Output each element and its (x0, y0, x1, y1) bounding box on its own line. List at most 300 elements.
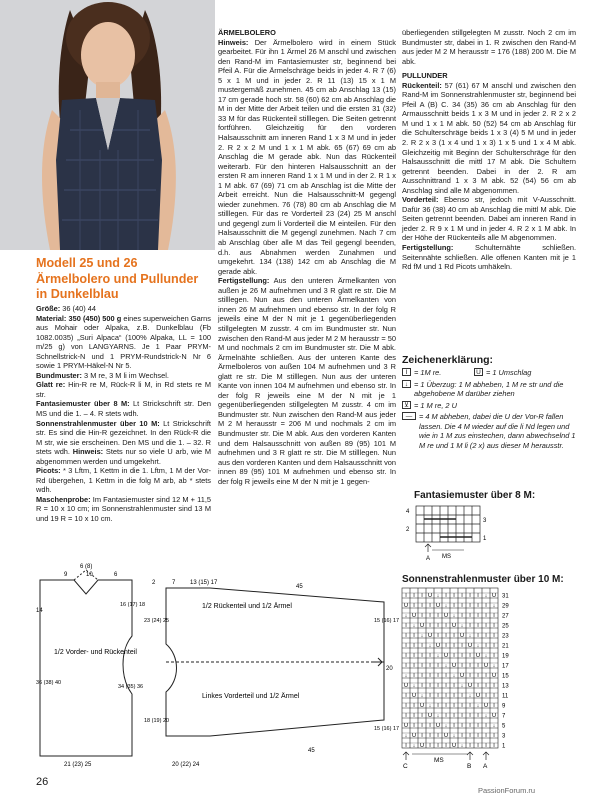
stitch-symbol: I (421, 603, 423, 609)
stitch-symbol: I (421, 653, 423, 659)
sunray-row-label: 25 (502, 623, 509, 630)
stitch-symbol: U (419, 623, 425, 629)
stitch-symbol: I (469, 703, 471, 709)
stitch-symbol: U (403, 723, 409, 729)
fantasy-row-label: 3 (483, 518, 487, 524)
stitch-symbol: U (411, 693, 417, 699)
pullunder-dim: 36 (38) 40 (36, 680, 62, 686)
sunray-row-label: 5 (502, 723, 506, 730)
stitch-symbol: ↓ (444, 663, 448, 669)
pullunder-heading: PULLUNDER (402, 71, 448, 81)
stitch-symbol: U (467, 643, 473, 649)
stitch-symbol: I (421, 733, 423, 739)
stitch-symbol: U (459, 673, 465, 679)
stitch-symbol: U (427, 633, 433, 639)
sunray-row-label: 17 (502, 663, 509, 670)
size-label: Größe: (36, 304, 61, 313)
bolero-note-text: Der Ärmelbolero wird in einem Stück gearbeitet. Für ihn 1 Ärmel 26 M anschl und zwischen den Rand-M im Fantasiemuster str, beginnend bei Pfeil A. Für die Ärmelschräge beids in jeder 4. R 7 (6) 5 x 1 M und in jeder 2. R 11 (13) 15 x 1 M mustergemäß zunehmen. 45 cm ab Anschlag 13 (15) 17 cm gerade hoch str. 58 (60) 62 cm ab Anschlag die M in der Mitte der Arbeit teilen und die ersten 31 (32) 33 M für das Rückenteil stilllegen. Die Seiten getrennt fortführen. Gleichzeitig für den vorderen Halsausschnitt am inneren Rand 1 x 3 M und in jeder 2. R 2 x 2 M und 1 x 1 M abk. 65 (67) 69 cm ab Anschlag die M gerade abk. Nun das Rückenteil weiterarb. Für den hinteren Halsausschnitt an der ersten R am inneren Rand 1 x 1 M und in der 2. R 1 x 1 M abk. 67 (69) 71 cm ab Anschlag ist die Mitte der Arbeit erreicht. Nun die Halsausschnitt-M gegengl wieder zunehmen. 76 (78) 80 cm ab Anschlag die M stilllegen. Für das re Vorderteil 23 (24) 25 M anschl und gegengl zum li Vorderteil die M einteilen. Für den Halsausschnitt die M gegengl zunehmen. Nach 7 cm ab Anschlag über alle M das Teil gegengl beenden, d.h. aus Abnahmen werden Zunahmen und umgekehrt. 134 (138) 142 cm ab Anschlag die M gerade abk. (218, 37, 396, 276)
stitch-symbol: I (485, 623, 487, 629)
stitch-symbol: I (445, 623, 447, 629)
stitch-symbol: U (435, 603, 441, 609)
sunray-chart (398, 584, 522, 770)
stitch-symbol: I (485, 673, 487, 679)
bolero-dim: 2 (152, 580, 156, 586)
stitch-symbol: U (483, 703, 489, 709)
sunray-pattern-label: Sonnenstrahlenmuster über 10 M: (36, 418, 160, 428)
stitch-symbol: I (437, 703, 439, 709)
page-number: 26 (36, 776, 49, 788)
stitch-symbol: I (405, 703, 407, 709)
stitch-symbol: I (453, 713, 455, 719)
stitch-symbol: I (485, 683, 487, 689)
bolero-dim: 23 (24) 25 (144, 618, 170, 624)
stitch-symbol: I (453, 643, 455, 649)
stitch-symbol: I (453, 703, 455, 709)
pullunder-dim: 34 (35) 36 (118, 684, 144, 690)
stitch-symbol: ↓ (476, 643, 480, 649)
stitch-symbol: I (493, 653, 495, 659)
stitch-symbol: I (437, 733, 439, 739)
stitch-symbol: I (469, 743, 471, 749)
stitch-symbol: I (405, 663, 407, 669)
stitch-symbol: I (445, 633, 447, 639)
pullunder-dim: 9 (64, 572, 68, 578)
stitch-symbol: I (469, 593, 471, 599)
stitch-symbol: I (477, 673, 479, 679)
bolero-schematic (166, 588, 384, 736)
bolero-dim: 15 (16) 17 (374, 726, 400, 732)
sunray-row-label: 29 (502, 603, 509, 610)
stitch-symbol: I (453, 633, 455, 639)
stitch-symbol: I (405, 713, 407, 719)
front-label: Vorderteil: (402, 195, 439, 205)
stitch-symbol: I (437, 663, 439, 669)
bolero-finishing-label: Fertigstellung: (218, 276, 270, 286)
gauge-text: Im Fantasiemuster sind 12 M + 11,5 R = 10 x 10 cm; im Sonnenstrahlenmuster sind 13 M und 19 R = 10 x 10 cm. (36, 494, 211, 524)
stitch-symbol: I (461, 663, 463, 669)
bolero-dim: 45 (296, 584, 303, 590)
stitch-symbol: U (459, 633, 465, 639)
stitch-symbol: U (451, 663, 457, 669)
stitch-symbol: I (485, 723, 487, 729)
pullunder-piece-label: 1/2 Vorder- und Rückenteil (54, 649, 137, 656)
stitch-symbol: I (461, 613, 463, 619)
legend-row (402, 412, 582, 450)
stockinette-text: Hin-R re M, Rück-R li M, in Rd stets re M str. (36, 380, 211, 399)
stitch-symbol: ↓ (476, 703, 480, 709)
garment-schematics (34, 560, 404, 770)
legend-text: = 1 Überzug: 1 M abheben, 1 M re str und die abgehobene M darüber ziehen (414, 379, 564, 398)
yarn-over-symbol-icon: U (474, 368, 483, 376)
stitch-symbol: I (405, 623, 407, 629)
stitch-symbol: ↓ (436, 593, 440, 599)
stitch-symbol: ↓ (460, 743, 464, 749)
stitch-symbol: U (403, 683, 409, 689)
picots-label: Picots: (36, 466, 61, 476)
stitch-symbol: I (445, 713, 447, 719)
legend (402, 368, 582, 452)
pullunder-dim: 14 (36, 608, 43, 614)
stitch-symbol: ↓ (492, 663, 496, 669)
stitch-symbol: I (469, 613, 471, 619)
arrow-up-icon (467, 752, 473, 760)
legend-row (402, 401, 582, 411)
stitch-symbol: I (453, 593, 455, 599)
stitch-symbol: I (493, 623, 495, 629)
stitch-symbol: ↓ (428, 643, 432, 649)
sunray-row-label: 23 (502, 633, 509, 640)
stitch-symbol: U (491, 593, 497, 599)
stitch-symbol: I (493, 633, 495, 639)
fantasy-pattern-text: Lt Strickschrift str. Den MS und die 1. – 4. R stets wdh. (36, 399, 211, 419)
arrow-up-icon (483, 752, 489, 760)
sunray-row-label: 31 (502, 593, 509, 600)
sunray-row-labels (502, 594, 509, 750)
stitch-symbol: I (405, 593, 407, 599)
sunray-row-label: 19 (502, 653, 509, 660)
stitch-symbol: I (405, 633, 407, 639)
stitch-symbol: I (493, 703, 495, 709)
stitch-symbol: U (491, 713, 497, 719)
stitch-symbol: I (421, 673, 423, 679)
stitch-symbol: I (493, 683, 495, 689)
stitch-symbol: I (469, 603, 471, 609)
stitch-symbol: ↓ (452, 613, 456, 619)
material-label: Material: 350 (450) 500 g (36, 313, 122, 323)
stitch-symbol: I (477, 663, 479, 669)
stitch-symbol: I (429, 603, 431, 609)
legend-row (402, 380, 582, 399)
sunray-ms-label: MS (434, 757, 444, 764)
sunray-row-label: 7 (502, 713, 506, 720)
stitch-symbol: I (493, 733, 495, 739)
sunray-arrow-label: A (483, 763, 488, 770)
note-label: Hinweis: (72, 447, 104, 457)
stitch-symbol: I (437, 623, 439, 629)
stitch-symbol: ↓ (460, 623, 464, 629)
stitch-symbol: I (453, 653, 455, 659)
stitch-symbol: I (485, 743, 487, 749)
stitch-symbol: I (421, 723, 423, 729)
instructions-column-2 (218, 28, 396, 486)
rib-pattern-label: Bundmuster: (36, 370, 82, 380)
stitch-symbol: I (485, 613, 487, 619)
stitch-symbol: I (445, 693, 447, 699)
back-label: Rückenteil: (402, 80, 442, 90)
bolero-dim: 13 (15) 17 (190, 580, 218, 586)
stitch-symbol: I (413, 673, 415, 679)
stitch-symbol: I (477, 623, 479, 629)
bolero-note-label: Hinweis: (218, 37, 249, 47)
stitch-symbol: U (491, 673, 497, 679)
stitch-symbol: I (477, 683, 479, 689)
stitch-symbol: U (467, 683, 473, 689)
stitch-symbol: ↓ (412, 623, 416, 629)
sunray-arrow-label: C (403, 763, 408, 770)
stitch-symbol: I (445, 703, 447, 709)
stitch-symbol: I (493, 613, 495, 619)
stitch-symbol: U (419, 743, 425, 749)
stitch-symbol: I (413, 593, 415, 599)
stitch-symbol: I (429, 613, 431, 619)
stitch-symbol: I (421, 613, 423, 619)
sunray-arrow-label: B (467, 763, 472, 770)
material-text: eines superweichen Garns aus Mohair oder Alpaka, z.B. Dunkelblau (Fb 1082.0035) „Suri Alpaca“ (100% Alpaka, LL = 100 m/25 g) von LANGYARNS. Je 1 Paar PRYM-Schnellstrick-N und 1 PRYM-Rundstrick-N Nr 6 sowie 1 PRYM-Häkel-N Nr 5. (36, 313, 211, 371)
legend-title: Zeichenerklärung: (402, 354, 494, 366)
stitch-symbol: I (421, 593, 423, 599)
note-text: Stets nur so viele U arb, wie M abgenommen werden und umgekehrt. (36, 447, 212, 466)
pullunder-finishing-label: Fertigstellung: (402, 243, 454, 253)
picots-text: * 3 Lftm, 1 Kettm in die 1. Lftm, 1 M der Vor-Rd übergehen, 1 Kettm in die folg M arb, ab * stets wdh. (36, 466, 211, 495)
stitch-symbol: I (477, 593, 479, 599)
stitch-symbol: U (451, 743, 457, 749)
fantasy-pattern-label: Fantasiemuster über 8 M: (36, 399, 130, 409)
stitch-symbol: I (485, 693, 487, 699)
stitch-symbol: I (413, 723, 415, 729)
stitch-symbol: I (485, 633, 487, 639)
gauge-label: Maschenprobe: (36, 494, 91, 504)
fantasy-chart (402, 500, 492, 564)
stitch-symbol: ↓ (436, 713, 440, 719)
stitch-symbol: ↓ (452, 733, 456, 739)
stitch-symbol: U (483, 663, 489, 669)
stitch-symbol: I (421, 663, 423, 669)
stitch-symbol: U (451, 623, 457, 629)
stitch-symbol: I (445, 673, 447, 679)
stitch-symbol: I (405, 743, 407, 749)
stitch-symbol: I (461, 733, 463, 739)
stitch-symbol: ↓ (404, 733, 408, 739)
stitch-symbol: U (475, 653, 481, 659)
stitch-symbol: I (429, 743, 431, 749)
instructions-column-3 (402, 28, 576, 272)
sunray-chart-title: Sonnenstrahlenmuster über 10 M: (402, 574, 564, 585)
stitch-symbol: I (477, 613, 479, 619)
instructions-column-1 (36, 304, 211, 524)
stitch-symbol: I (461, 723, 463, 729)
arrow-up-icon (425, 544, 431, 552)
knit-two-yo-symbol-icon: ⊻ (402, 401, 411, 409)
stitch-symbol: I (429, 723, 431, 729)
stitch-symbol: I (437, 613, 439, 619)
stitch-symbol: I (461, 643, 463, 649)
stitch-symbol: U (403, 603, 409, 609)
stitch-symbol: I (421, 713, 423, 719)
stitch-symbol: I (445, 743, 447, 749)
stitch-symbol: I (461, 603, 463, 609)
stitch-symbol: ↓ (444, 603, 448, 609)
fantasy-ms-label: MS (442, 554, 451, 560)
bolero-dim: 20 (386, 666, 393, 672)
stitch-symbol: U (411, 733, 417, 739)
stitch-symbol: I (453, 723, 455, 729)
stitch-symbol: U (427, 593, 433, 599)
pullunder-dim: 16 (17) 18 (120, 602, 146, 608)
sunray-row-label: 9 (502, 703, 506, 710)
stitch-symbol: I (437, 743, 439, 749)
stitch-symbol: I (469, 673, 471, 679)
stitch-symbol: I (437, 693, 439, 699)
stitch-symbol: I (469, 733, 471, 739)
pullunder-dim: 6 (114, 572, 118, 578)
stitch-symbol: ↓ (404, 673, 408, 679)
bolero-continued-text: überliegenden stillgelegten M zusstr. Noch 2 cm im Bundmuster str, dabei in 1. R zwischen den Rand-M aus jeder M 2 M herausstr = 176 (188) 200 M. Die M abk. (402, 28, 576, 66)
back-text: 57 (61) 67 M anschl und zwischen den Rand-M im Sonnenstrahlenmuster str, beginnend bei Pfeil A (B) C. 34 (35) 36 cm ab Anschlag für den Armausschnitt beids 1 x 3 M und in jeder 2. R 2 x 2 M und 1 x 1 M abk. 50 (52) 54 cm ab Anschlag für die Schulterschräge beids 1 x 3 (4) 5 M und in jeder 2. R 2 x 3 (1 x 4 und 1 x 3) 1 x 5 und 1 x 4 M abk. Gleichzeitig mit Beginn der Schulterschräge für den Halsausschnitt die mittl 17 M abk. Die Schultern getrennt beenden. Dabei in der 2. R am Ausschnittrand 1 x 3 M abk. 52 (54) 56 cm ab Anschlag sind alle M abgenommen. (402, 80, 576, 195)
stitch-symbol: I (485, 643, 487, 649)
model-illustration (0, 0, 215, 250)
stitch-symbol: ↓ (420, 633, 424, 639)
stitch-symbol: I (477, 723, 479, 729)
stitch-symbol: I (485, 733, 487, 739)
stitch-symbol: I (493, 693, 495, 699)
stitch-symbol: I (461, 703, 463, 709)
stitch-symbol: I (429, 623, 431, 629)
stitch-symbol: ↓ (492, 723, 496, 729)
sunray-row-label: 3 (502, 733, 506, 740)
pullunder-dim: 21 (23) 25 (64, 762, 92, 768)
stitch-symbol: I (405, 693, 407, 699)
stitch-symbol: U (435, 643, 441, 649)
stitch-symbol: I (445, 683, 447, 689)
stitch-symbol: I (413, 703, 415, 709)
stitch-symbol: U (411, 613, 417, 619)
pullunder-dim: 10 (86, 572, 93, 578)
stitch-symbol: U (419, 703, 425, 709)
stitch-symbol: ↓ (436, 653, 440, 659)
pullunder-finishing-text: Schulternähte schließen. Seitennähte schließen. Alle offenen Kanten mit je 1 Rd fM und 1 Rd Picots umhäkeln. (402, 243, 576, 272)
legend-row (402, 368, 582, 378)
stitch-symbol: ↓ (492, 603, 496, 609)
stitch-symbol: I (477, 733, 479, 739)
stitch-symbol: U (435, 723, 441, 729)
fantasy-arrow-label: A (426, 556, 431, 562)
stitch-symbol: I (485, 603, 487, 609)
bolero-piece-label: 1/2 Rückenteil und 1/2 Ärmel (202, 603, 292, 610)
fantasy-row-label: 1 (483, 536, 487, 542)
knit-symbol-icon: I (402, 368, 411, 376)
stitch-symbol: I (429, 673, 431, 679)
sunray-row-label: 1 (502, 743, 506, 750)
stitch-symbol: I (437, 633, 439, 639)
stitch-symbol: I (437, 673, 439, 679)
stitch-symbol: ↓ (404, 613, 408, 619)
stitch-symbol: I (469, 663, 471, 669)
stitch-symbol: ↓ (484, 653, 488, 659)
stitch-symbol: I (477, 633, 479, 639)
stitch-symbol: I (437, 683, 439, 689)
bolero-dim: 15 (16) 17 (374, 618, 400, 624)
stitch-symbol: I (461, 593, 463, 599)
stitch-symbol: ↓ (412, 743, 416, 749)
slip-decrease-symbol-icon: ↓ (402, 380, 411, 388)
stitch-symbol: I (477, 743, 479, 749)
stitch-symbol: U (475, 693, 481, 699)
stitch-symbol: I (413, 713, 415, 719)
stitch-symbol: ↓ (444, 723, 448, 729)
sunray-row-label: 15 (502, 673, 509, 680)
stitch-symbol: I (469, 653, 471, 659)
stitch-symbol: I (413, 643, 415, 649)
stitch-symbol: I (493, 643, 495, 649)
stitch-symbol: I (469, 713, 471, 719)
stitch-symbol: I (429, 653, 431, 659)
stitch-symbol: I (445, 643, 447, 649)
sunray-row-label: 21 (502, 643, 509, 650)
stitch-symbol: I (493, 743, 495, 749)
stitch-symbol: I (413, 653, 415, 659)
fantasy-row-label: 4 (406, 509, 410, 515)
size-text: 36 (40) 44 (60, 304, 96, 313)
stitch-symbol: U (443, 653, 449, 659)
bolero-finishing-text: Aus den unteren Ärmelkanten von außen je 26 M aufnehmen und 3 R glatt re str. Die M stilllegen. Nun aus den unteren Ärmelkanten von innen 26 M aufnehmen und ebenso str. In der folg R jeweils eine M der N mit je 1 gegenüberliegenden stillgelegten M zusstr. 4 cm im Bundmuster str. Nun zwischen den Rand-M aus jeder M 2 M herausstr = 50 M und nochmals 2 cm im Bundmuster str. Die M abk. Ärmelnähte schließen. Aus der unteren Kante des Ärmelboleros von außen 104 M aufnehmen und 3 R glatt re str. Die M stilllegen. Nun aus der unteren Kante von innen 104 M aufnehmen und ebenso str. In der folg R jeweils eine M der N mit je 1 gegenüberliegenden stillgelegten M zusstr. 4 cm im Bundmuster str. Nun zwischen den Rand-M aus jeder M 2 M herausstr = 206 M und nochmals 2 cm im Bundmuster str. Die M abk. Aus den vorderen Kanten und dem Halsausschnitt von außen 89 (95) 101 M aufnehmen und 3 R glatt re str. Die M stilllegen. Nun aus den vorderen Kanten und dem Halsausschnitt von innen 89 (95) 101 M aufnehmen und ebenso str. In der folg R jeweils eine M der N mit je 1 gegen- (218, 276, 396, 486)
stitch-symbol: I (421, 643, 423, 649)
stitch-symbol: ↓ (468, 633, 472, 639)
stitch-symbol: I (461, 693, 463, 699)
sunray-pattern-text: Lt Strickschrift str. Es sind die Hin-R gezeichnet. In den Rück-R die M str, wie sie erscheinen. Den MS und die 1. – 32. R stets wdh. (36, 418, 211, 457)
bolero-piece-label: Linkes Vorderteil und 1/2 Ärmel (202, 693, 300, 700)
legend-text: = 1 M re, 2 U (414, 400, 457, 410)
fantasy-chart-title: Fantasiemuster über 8 M: (414, 490, 536, 501)
sunray-row-label: 27 (502, 613, 509, 620)
bolero-dim: 20 (22) 24 (172, 762, 200, 768)
stitch-symbol: I (477, 713, 479, 719)
cluster-symbol-icon: — (402, 412, 416, 420)
stitch-symbol: I (453, 693, 455, 699)
stitch-symbol: ↓ (428, 703, 432, 709)
stitch-symbol: I (461, 713, 463, 719)
stitch-symbol: I (405, 643, 407, 649)
stitch-symbol: I (429, 683, 431, 689)
rib-pattern-text: 3 M re, 3 M li im Wechsel. (82, 370, 169, 380)
model-photo (0, 0, 215, 250)
stitch-symbol: I (469, 723, 471, 729)
legend-text: = 1 Umschlag (486, 368, 532, 377)
stitch-symbol: I (429, 693, 431, 699)
stitch-symbol: I (453, 683, 455, 689)
stitch-symbol: ↓ (452, 673, 456, 679)
legend-text: = 1M re. (414, 368, 442, 377)
stitch-symbol: I (405, 653, 407, 659)
stitch-symbol: I (421, 683, 423, 689)
model-title: Modell 25 und 26 Ärmelbolero und Pullunder in Dunkelblau (36, 256, 199, 301)
legend-text: = 4 M abheben, dabei die U der Vor-R fallen lassen. Die 4 M wieder auf die li Nd legen und wie in 1 M zus einstechen, dann abwechselnd 1 M re und 1 M li (2 x) aus dieser M herausstr. (419, 412, 576, 450)
stitch-symbol: U (443, 733, 449, 739)
stitch-symbol: I (461, 653, 463, 659)
stitch-symbol: U (443, 613, 449, 619)
stitch-symbol: I (445, 593, 447, 599)
watermark: PassionForum.ru (478, 786, 536, 795)
stitch-symbol: I (413, 603, 415, 609)
stitch-symbol: ↓ (460, 683, 464, 689)
stitch-symbol: ↓ (484, 713, 488, 719)
fantasy-row-label: 2 (406, 527, 410, 533)
front-text: Ebenso str, jedoch mit V-Ausschnitt. Dafür 36 (38) 40 cm ab Anschlag die mittl M abk. Die Seiten getrennt beenden. Dabei am inneren Rand in jeder 2. R 9 x 1 M und in jeder 4. R 2 x 1 M abk. In der Höhe der Rückenteils alle M abgenommen. (402, 195, 576, 243)
stitch-symbol: I (469, 623, 471, 629)
stitch-symbol: I (477, 603, 479, 609)
stitch-symbol: ↓ (468, 693, 472, 699)
sunray-row-label: 11 (502, 693, 509, 700)
bolero-dim: 7 (172, 580, 176, 586)
bolero-dim: 45 (308, 748, 315, 754)
pullunder-dim: 6 (8) (80, 564, 93, 570)
bolero-dim: 18 (19) 20 (144, 718, 170, 724)
stitch-symbol: I (413, 663, 415, 669)
stitch-symbol: I (429, 733, 431, 739)
stitch-symbol: U (427, 713, 433, 719)
sunray-row-label: 13 (502, 683, 509, 690)
stitch-symbol: ↓ (412, 683, 416, 689)
stitch-symbol: ↓ (420, 693, 424, 699)
